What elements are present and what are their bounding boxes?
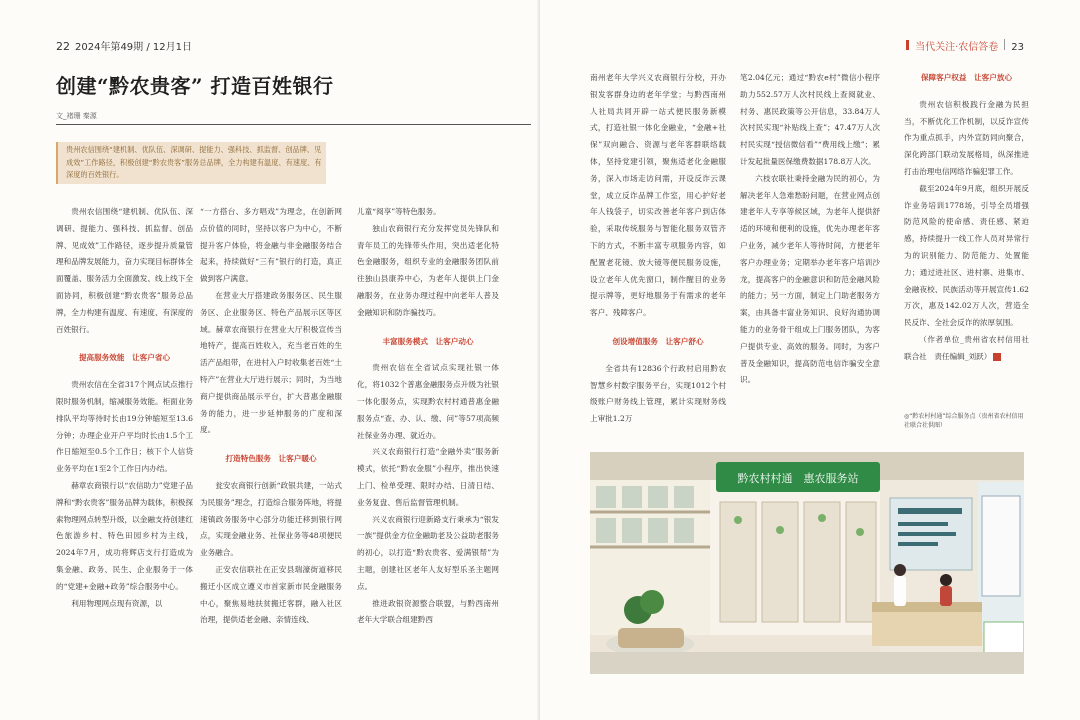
text-column-4	[590, 70, 726, 428]
section-heading: 保障客户权益 让客户放心	[920, 73, 1013, 82]
paragraph: 贵州农信在全省317个网点试点推行限时服务机制，缩减服务效能。柜面业务排队平均等待时长由19分钟缩短至13.6分钟；办理企业开户平均时长由1.5个工作日缩短至0.5个工作日；核下个人信贷业务平均在1至2个工作日内办结。	[56, 380, 193, 474]
paragraph: 在营业大厅搭建政务服务区、民生服务区、企业服务区、特色产品展示区等区域。赫章农商银行在营业大厅积极宣传当地特产，提高百姓收入，充当老百姓的生活产品组带，在进村入户时收集老百姓“土特产”在营业大厅进行展示；同时，为当地商户提供商品展示平台，扩大普惠金融服务的能力，进一步延伸服务的广度和深度。	[200, 290, 342, 435]
section-marker-icon	[906, 40, 909, 50]
paragraph: 兴义农商银行迎新路支行秉承为“银发一族”提供金方位金融助老及公益助老服务的初心，以打造“黔农贵客、爱满银帮”为主题，创建社区老年人友好型乐圣主题网点。	[357, 514, 499, 591]
paragraph: 贵州农信积极践行金融为民担当，不断优化工作机制，以反诈宣传作为重点抓手，内外宣防同向聚合，深化跨部门联动发展格局，纵深推进打击治理电信网络诈骗犯罪工作。	[904, 99, 1029, 176]
text-column-3	[357, 204, 499, 629]
paragraph: 贵州农信在全省试点实现社银一体化，将1032个普惠金融服务点升级为社银一体化服务点，实现黔农村村通普惠金融服务点“查、办、认、缴、问”等57项高频社保业务办理、就近办。	[357, 363, 499, 440]
paragraph: 截至2024年9月底，组织开展反诈业务培训1778场，引导全员增强防范风险的使命感、责任感、紧迫感，持续提升一线工作人员对异常行为的识别能力、防范能力、处置能力；通过进社区、进村寨、进集市、金融夜校、民族活动等开展宣传1.62万次，惠及142.02万人次，营造全民反诈、全社会反诈的浓厚氛围。	[904, 183, 1029, 328]
paragraph: 正安农信联社在正安县瑞濠街道移民搬迁小区成立遵义市首家新市民金融服务中心，聚焦易地扶贫搬迁客群，融入社区治理，提供适老金融、亲情连线、	[200, 564, 342, 625]
end-mark-icon	[993, 353, 1001, 361]
section-name: 当代关注·农信答卷	[915, 42, 999, 53]
paragraph: 赫章农商银行以“农信助力”党建子品牌和“黔农贵客”服务品牌为载体，积极探索物理网点转型升级，以金融支持创建红色旅游乡村、特色田园乡村为主线，2024年7月，成功将辉店支行打造成为集金融、政务、民生、企业服务于一体的“党建+金融+政务”综合服务中心。	[56, 480, 193, 591]
photo-illustration	[590, 452, 1024, 674]
author-affiliation: （作者单位_贵州省农村信用社联合社 责任编辑_刘跃）	[904, 334, 1029, 361]
title-rule	[56, 124, 531, 125]
paragraph: 独山农商银行充分发挥党员先锋队和青年员工的先锋带头作用，突出适老化特色金融服务，组织专业的金融服务团队前往独山县康养中心，为老年人提供上门金融服务，在业务办理过程中向老年人普及金融知识和防诈骗技巧。	[357, 223, 499, 317]
left-page-header	[56, 38, 192, 53]
article-title: 创建“黔农贵客” 打造百姓银行	[56, 74, 334, 98]
paragraph: 南州老年大学兴义农商银行分校，开办银发客群身边的老年学堂；与黔西南州人社局共同开辟一站式便民服务新模式，打造社银一体化金融业，“金融+社保”双向融合、资源与老年客群联络载体，坚持党建引领，聚焦适老化金融服务，深入市场走访问需，开设反诈云课堂，成立反诈品牌工作室，用心护好老年人钱袋子，切实改善老年客户到店体验，采取传统服务与智能化服务双管齐下的方式，不断丰富专项服务内容，如配置老花镜、放大镜等便民服务设施，设立老年人优先窗口，制作醒目的业务提示牌等，更好地服务于有需求的老年客户、残障客户。	[590, 73, 726, 318]
paragraph: 六枝农联社秉持金融为民的初心，为解决老年人急难愁盼问题，在营业网点创建老年人专享等候区域，为老年人提供舒适的环境和便利的设施，优先办理老年客户业务，减少老年人等待时间，方便老年客户办理业务；定期举办老年客户培训沙龙，提高客户的金融意识和防范金融风险的能力；另一方面，制定上门助老服务方案，由具备丰富业务知识、良好沟通协调能力的业务骨干组成上门服务团队，为客户提供专业、高效的服务。同时，为客户普及金融知识，提高防范电信诈骗安全意识。	[740, 173, 880, 385]
paragraph: 全省共有12836个行政村启用黔农智慧乡村数字服务平台，实现1012个村级账户财务线上管理，累计实现财务线上审批1.2万	[590, 363, 726, 424]
text-column-5	[740, 70, 880, 389]
header-divider	[1004, 39, 1005, 50]
paragraph: 利用物理网点现有资源，以	[71, 598, 163, 608]
article-lead: 贵州农信围绕“建机制、优队伍、深调研、提能力、强科技、抓监督、创品牌、见成效”工作路径，积极创建“黔农贵客”服务总品牌，全力构建有温度、有速度、有深度的百姓银行。	[66, 145, 322, 180]
section-heading: 打造特色服务 让客户暖心	[225, 454, 317, 464]
section-heading: 创设增值服务 让客户舒心	[612, 336, 704, 346]
section-heading: 丰富服务模式 让客户动心	[382, 336, 474, 346]
paragraph: 推进政银资源整合联盟，与黔西南州老年大学联合组建黔西	[357, 598, 499, 625]
text-column-1	[56, 204, 193, 612]
page-number-right: 23	[1011, 42, 1024, 53]
service-station-photo	[590, 452, 1024, 674]
issue-info: 2024年第49期 / 12月1日	[75, 42, 192, 53]
paragraph: 笔2.04亿元；通过“黔农e村”微信小程序助力552.57万人次村民线上查阅就业、村务、惠民政策等公开信息，33.84万人次村民实现“补贴线上查”；47.47万人次村民实现“授信微信看”“费用线上缴”；累计发起批量医保缴费数据178.8万人次。	[740, 73, 880, 166]
page-number-left: 22	[56, 40, 70, 53]
author-note	[904, 332, 1029, 366]
article-author: 文_褚珊 秦源	[56, 112, 97, 120]
paragraph: 儿童“阅享”等特色服务。	[357, 207, 441, 216]
paragraph: “一方搭台、多方唱戏”为理念，在创新网点价值的同时，坚持以客户为中心，不断提升客户体验，将金融与非金融服务结合起来，持续做好“三有”银行的打造，真正做到客户满意。	[200, 207, 342, 284]
sign-text: 黔农村村通 惠农服务站	[737, 472, 859, 485]
text-column-2	[200, 204, 342, 629]
photo-caption: ◎“黔农村村通”综合服务点（贵州省农村信用社联合社供图）	[904, 413, 1024, 429]
text-column-6	[904, 70, 1029, 366]
section-heading: 提高服务效能 让客户省心	[78, 353, 171, 363]
right-page-header	[906, 38, 1024, 53]
paragraph: 贵州农信围绕“建机制、优队伍、深调研、提能力、强科技、抓监督、创品牌、见成效”工作路径，逐步提升质量管理和品牌发展能力，奋力实现目标群体全面覆盖、服务活力全面激发、线上线下全面协同，积极创建“黔农贵客”服务总品牌，全力构建有温度、有速度、有深度的百姓银行。	[56, 207, 193, 334]
paragraph: 瓮安农商银行创新“政银共建，一站式为民服务”理念，打造综合服务阵地，将提速镇政务服务中心部分功能迁移到银行网点，实现金融业务、社保业务等48项便民业务融合。	[200, 480, 342, 558]
paragraph: 兴义农商银行打造“金融外卖”服务新模式，依托“黔农金服”小程序，推出快速上门、检单受理、限时办结、日清日结、业务复盘、售后监督管理机制。	[357, 447, 499, 507]
